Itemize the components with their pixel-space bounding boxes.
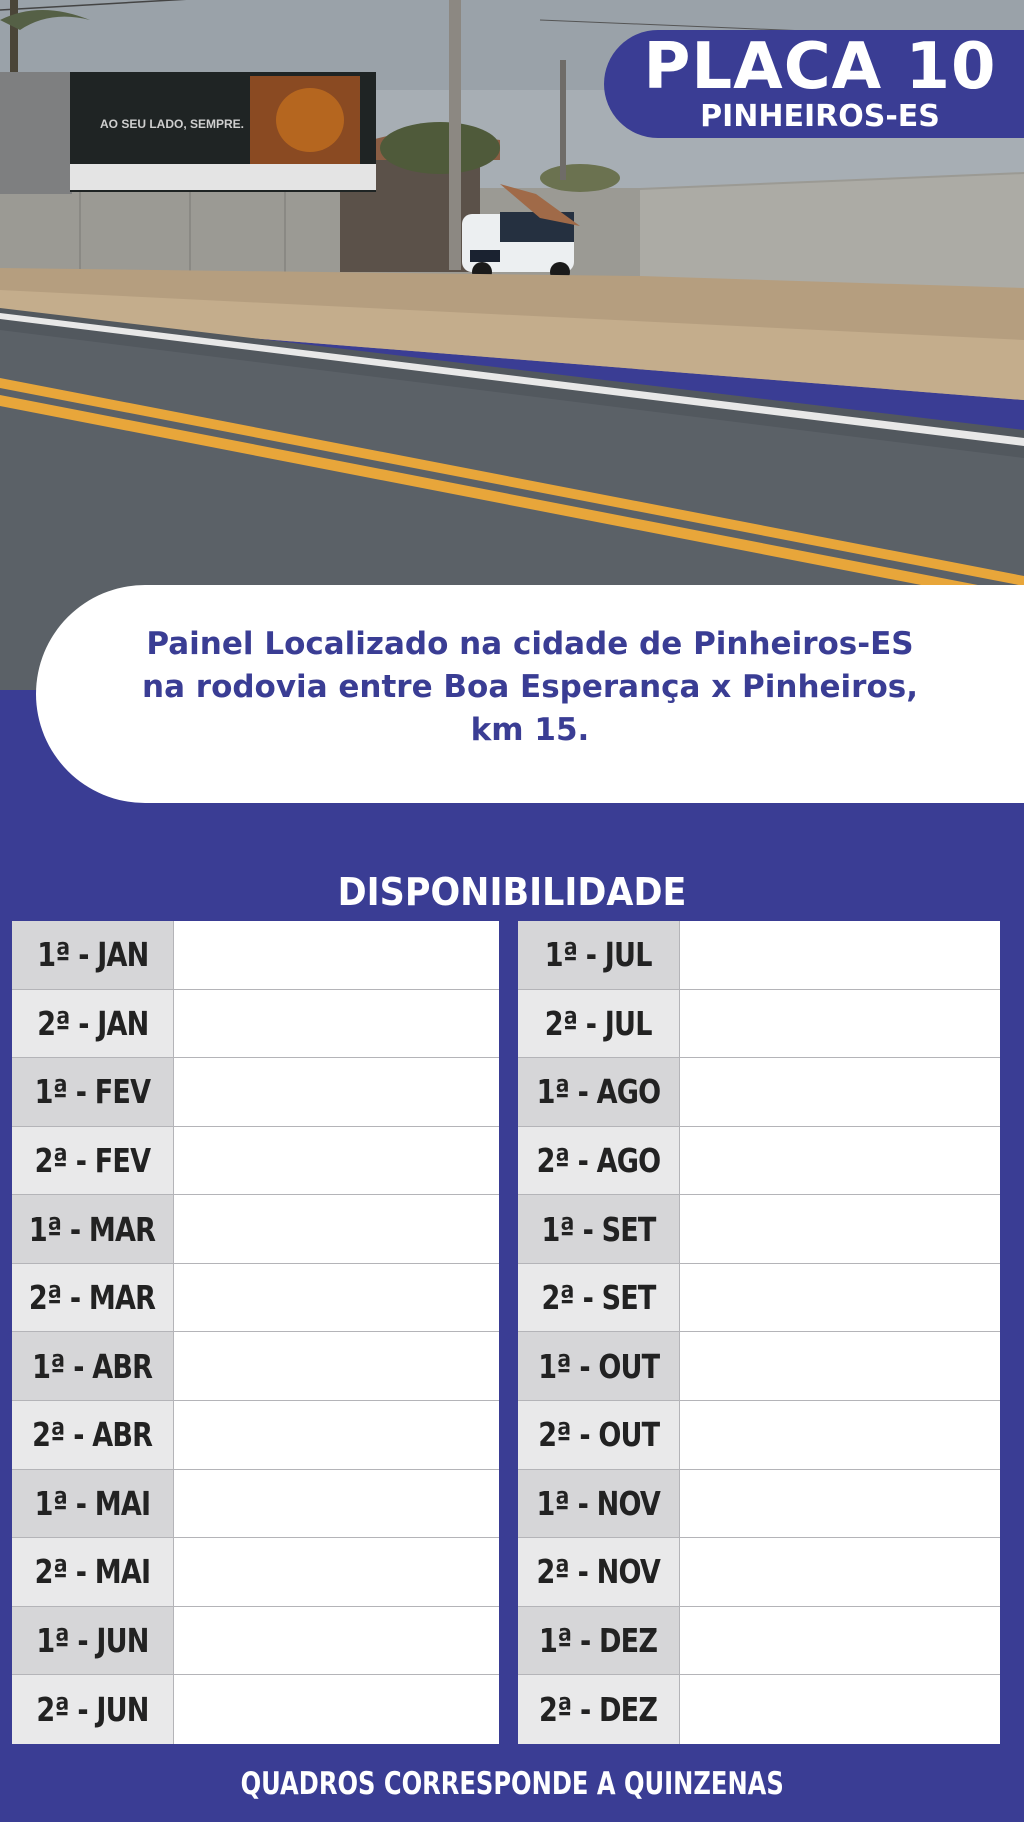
availability-row [518, 1538, 1000, 1607]
period-label [12, 1127, 174, 1195]
period-label-text: 2ª - FEV [34, 1141, 151, 1181]
period-label [12, 1058, 174, 1126]
availability-row [12, 1470, 499, 1539]
period-label-text: 1ª - MAR [29, 1209, 156, 1249]
period-label [518, 1332, 680, 1400]
availability-cell [680, 1195, 1000, 1263]
availability-cell [680, 1332, 1000, 1400]
availability-cell [680, 1401, 1000, 1469]
availability-title: DISPONIBILIDADE [337, 870, 687, 914]
availability-row [518, 1264, 1000, 1333]
period-label [12, 1401, 174, 1469]
availability-row [518, 1195, 1000, 1264]
availability-row [518, 1332, 1000, 1401]
period-label [12, 1538, 174, 1606]
period-label [518, 990, 680, 1058]
availability-cell [680, 1127, 1000, 1195]
period-label [518, 1675, 680, 1744]
availability-cell [680, 1538, 1000, 1606]
availability-row [12, 1538, 499, 1607]
period-label-text: 2ª - JUL [545, 1003, 652, 1043]
availability-cell [174, 1127, 499, 1195]
availability-row [518, 1470, 1000, 1539]
period-label-text: 2ª - MAI [34, 1552, 151, 1592]
availability-cell [174, 1195, 499, 1263]
availability-cell [680, 921, 1000, 989]
availability-row [12, 1401, 499, 1470]
availability-row [518, 1127, 1000, 1196]
availability-cell [174, 1538, 499, 1606]
availability-cell [174, 1675, 499, 1744]
availability-row [518, 1401, 1000, 1470]
availability-row [518, 1058, 1000, 1127]
period-label-text: 1ª - NOV [536, 1483, 661, 1523]
period-label [12, 1195, 174, 1263]
period-label-text: 2ª - SET [541, 1278, 656, 1318]
availability-row [12, 1332, 499, 1401]
period-label [12, 921, 174, 989]
availability-cell [174, 1607, 499, 1675]
availability-cell [174, 990, 499, 1058]
period-label [518, 1401, 680, 1469]
availability-cell [680, 990, 1000, 1058]
availability-row [12, 1675, 499, 1744]
period-label-text: 1ª - JAN [36, 935, 149, 975]
availability-cell [174, 1401, 499, 1469]
availability-cell [174, 1264, 499, 1332]
period-label-text: 1ª - FEV [34, 1072, 151, 1112]
period-label-text: 1ª - ABR [32, 1346, 153, 1386]
period-label [12, 990, 174, 1058]
availability-row [12, 1127, 499, 1196]
location-description [142, 623, 918, 752]
period-label [518, 1607, 680, 1675]
period-label-text: 1ª - MAI [34, 1483, 151, 1523]
availability-cell [174, 1058, 499, 1126]
availability-cell [680, 1675, 1000, 1744]
availability-row [518, 990, 1000, 1059]
description-line-2: na rodovia entre Boa Esperança x Pinheiros, [142, 668, 918, 705]
description-line-1: Painel Localizado na cidade de Pinheiros-ES [146, 625, 914, 662]
page-subtitle: PINHEIROS-ES [700, 99, 940, 134]
period-label-text: 2ª - ABR [32, 1415, 153, 1455]
availability-cell [174, 921, 499, 989]
period-label [518, 1264, 680, 1332]
period-label [518, 1127, 680, 1195]
period-label [518, 921, 680, 989]
availability-cell [680, 1264, 1000, 1332]
period-label-text: 1ª - DEZ [539, 1621, 658, 1661]
period-label-text: 2ª - JAN [36, 1003, 149, 1043]
availability-row [12, 1264, 499, 1333]
period-label-text: 2ª - JUN [36, 1690, 149, 1730]
period-label-text: 2ª - OUT [537, 1415, 660, 1455]
period-label [12, 1470, 174, 1538]
availability-row [518, 1675, 1000, 1744]
period-label-text: 2ª - AGO [536, 1141, 661, 1181]
period-label [518, 1058, 680, 1126]
availability-cell [680, 1058, 1000, 1126]
period-label [12, 1607, 174, 1675]
period-label-text: 2ª - MAR [29, 1278, 156, 1318]
period-label [12, 1675, 174, 1744]
period-label-text: 1ª - JUL [545, 935, 652, 975]
footer-text: QUADROS CORRESPONDE A QUINZENAS [240, 1766, 784, 1802]
title-badge [604, 30, 1024, 138]
description-line-3: km 15. [470, 711, 590, 748]
period-label [518, 1470, 680, 1538]
availability-row [518, 921, 1000, 990]
availability-row [12, 990, 499, 1059]
period-label-text: 2ª - DEZ [539, 1690, 658, 1730]
period-label [518, 1538, 680, 1606]
availability-row [518, 1607, 1000, 1676]
period-label-text: 2ª - NOV [536, 1552, 661, 1592]
period-label-text: 1ª - AGO [536, 1072, 661, 1112]
availability-table-left [12, 921, 499, 1744]
availability-row [12, 1195, 499, 1264]
page-title: PLACA 10 [643, 30, 997, 104]
billboard-slogan: AO SEU LADO, SEMPRE. [100, 117, 245, 131]
availability-table-right [518, 921, 1000, 1744]
availability-cell [174, 1470, 499, 1538]
availability-cell [680, 1607, 1000, 1675]
period-label [518, 1195, 680, 1263]
availability-row [12, 921, 499, 990]
period-label [12, 1264, 174, 1332]
availability-cell [174, 1332, 499, 1400]
period-label-text: 1ª - SET [541, 1209, 656, 1249]
footer-note [0, 1760, 1024, 1808]
availability-cell [680, 1470, 1000, 1538]
period-label [12, 1332, 174, 1400]
availability-row [12, 1058, 499, 1127]
period-label-text: 1ª - JUN [36, 1621, 149, 1661]
location-description-panel [36, 585, 1024, 803]
availability-row [12, 1607, 499, 1676]
period-label-text: 1ª - OUT [537, 1346, 660, 1386]
